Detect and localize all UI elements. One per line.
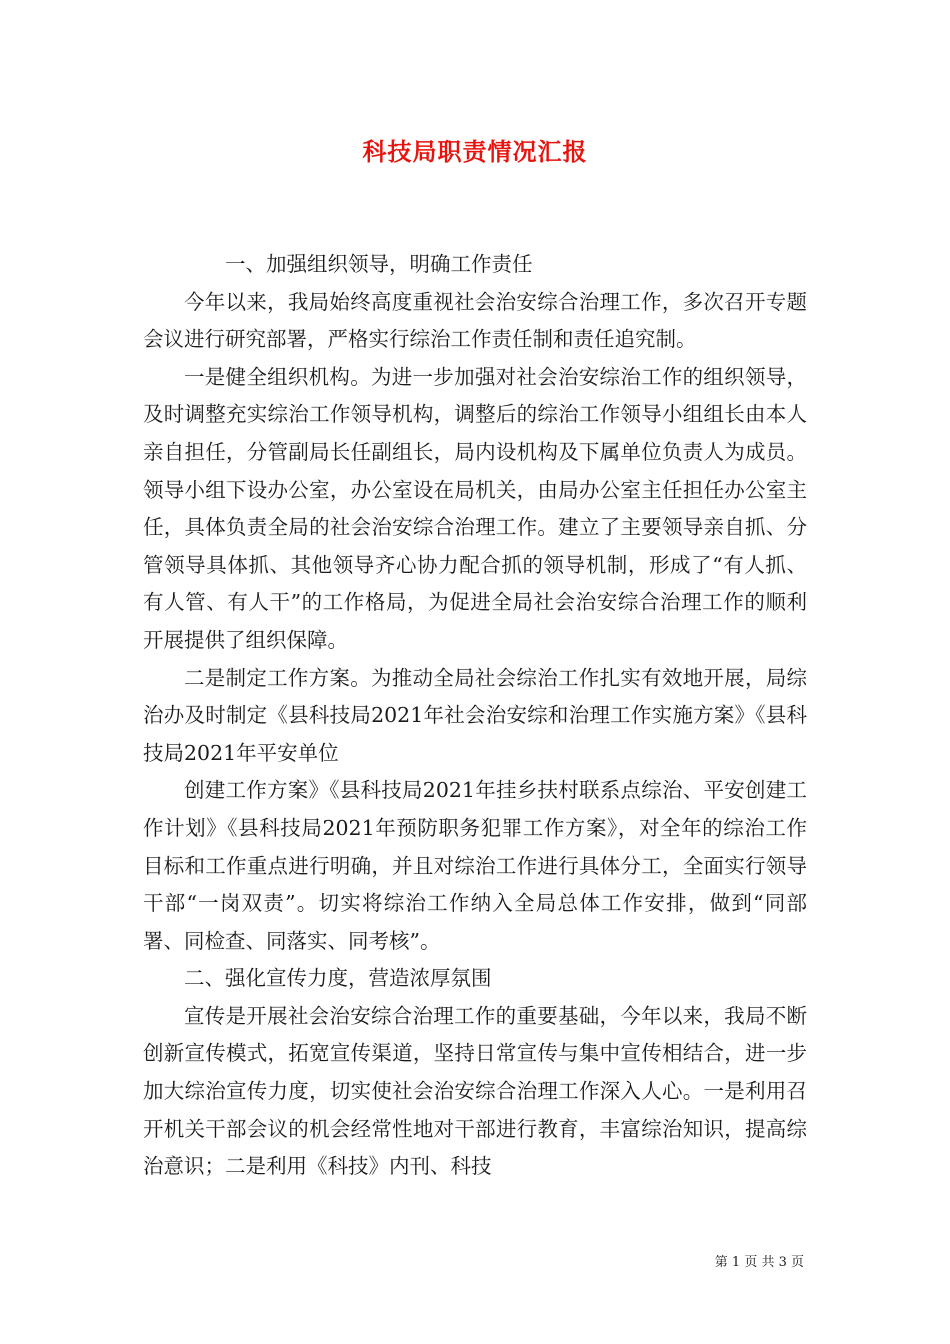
page-title: 科技局职责情况汇报 <box>362 137 588 166</box>
paragraph: 创建工作方案》《县科技局2021年挂乡扶村联系点综治、平安创建工作计划》《县科技局2021年预防职务犯罪工作方案》，对全年的综治工作目标和工作重点进行明确，并且对综治工作进行具体分工，全面实行领导干部“一岗双责”。切实将综治工作纳入全局总体工作安排，做到“同部署、同检查、同落实、同考核”。 <box>143 778 807 953</box>
page-number: 第 1 页 共 3 页 <box>714 1255 804 1270</box>
paragraph: 宣传是开展社会治安综合治理工作的重要基础，今年以来，我局不断创新宣传模式，拓宽宣传渠道，坚持日常宣传与集中宣传相结合，进一步加大综治宣传力度，切实使社会治安综合治理工作深入人心。一是利用召开机关干部会议的机会经常性地对干部进行教育，丰富综治知识，提高综治意识；二是利用《科技》内刊、科技 <box>143 1003 807 1179</box>
paragraph: 二是制定工作方案。为推动全局社会综治工作扎实有效地开展，局综治办及时制定《县科技局2021年社会治安综和治理工作实施方案》《县科技局2021年平安单位 <box>143 665 807 765</box>
paragraph: 今年以来，我局始终高度重视社会治安综合治理工作，多次召开专题会议进行研究部署，严格实行综治工作责任制和责任追究制。 <box>143 289 807 352</box>
section-heading-2: 二、强化宣传力度，营造浓厚氛围 <box>184 966 492 991</box>
paragraph: 一是健全组织机构。为进一步加强对社会治安综治工作的组织领导，及时调整充实综治工作领导机构，调整后的综治工作领导小组组长由本人亲自担任，分管副局长任副组长，局内设机构及下属单位负责人为成员。领导小组下设办公室，办公室设在局机关，由局办公室主任担任办公室主任，具体负责全局的社会治安综合治理工作。建立了主要领导亲自抓、分管领导具体抓、其他领导齐心协力配合抓的领导机制，形成了“有人抓、有人管、有人干”的工作格局，为促进全局社会治安综合治理工作的顺利开展提供了组织保障。 <box>143 364 807 652</box>
document-body <box>143 246 807 1186</box>
section-heading-1: 一、加强组织领导，明确工作责任 <box>225 252 533 276</box>
